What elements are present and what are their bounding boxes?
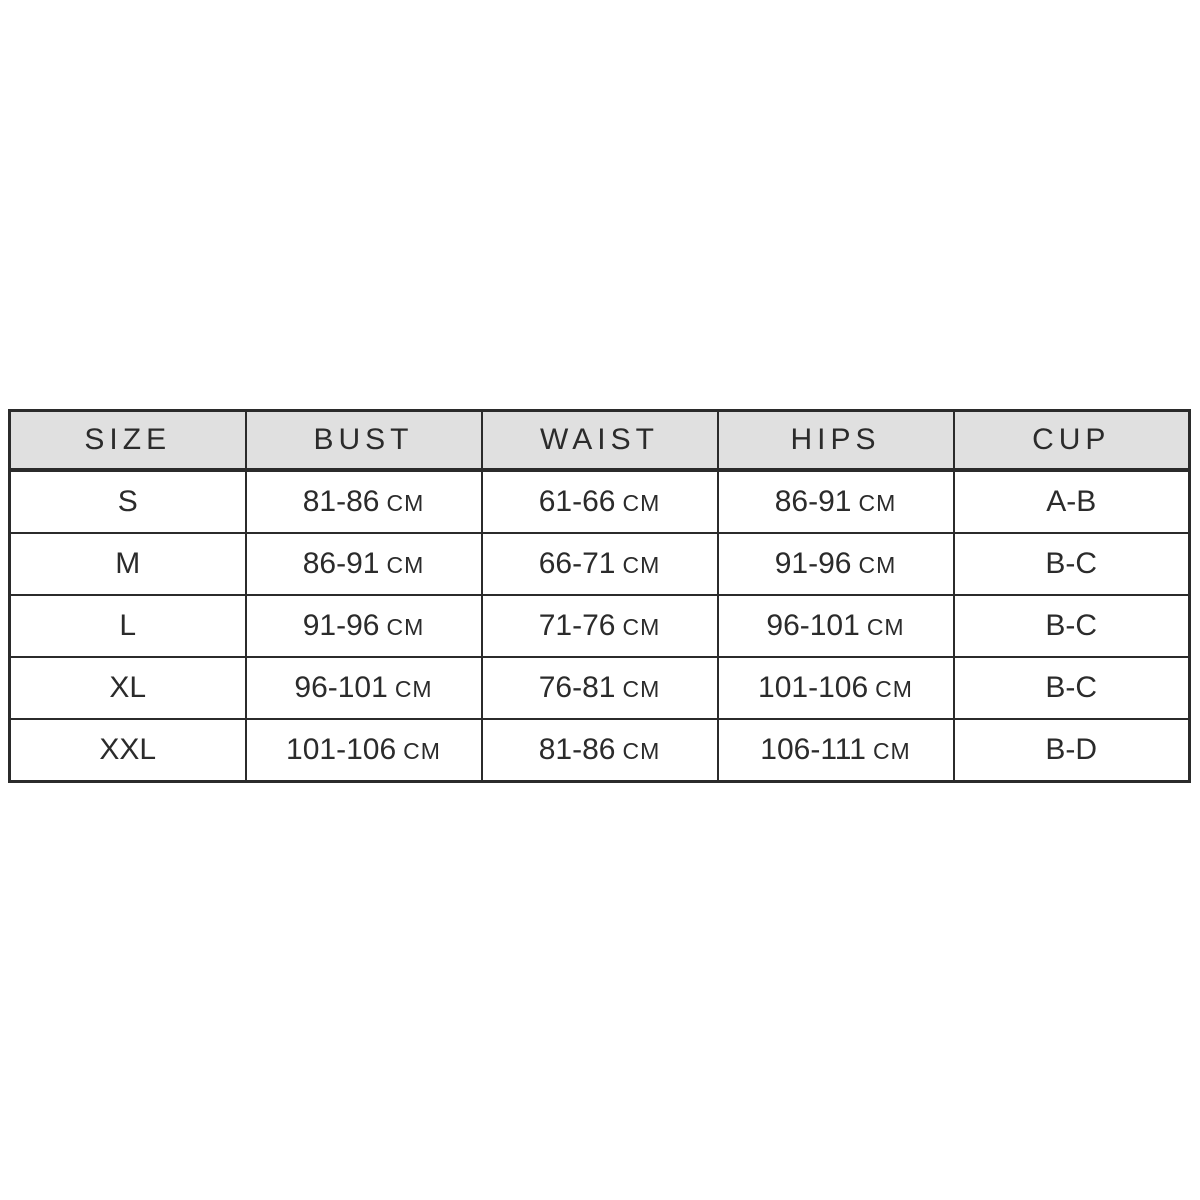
cell-bust (246, 595, 482, 657)
cell-hips (718, 595, 954, 657)
cell-size: S (10, 470, 246, 533)
measurement-value: 106-111 (760, 733, 866, 766)
cell-hips (718, 719, 954, 782)
cell-size: M (10, 533, 246, 595)
measurement-unit: CM (394, 676, 433, 702)
measurement-value: 101-106 (758, 671, 869, 704)
header-cell-hips: HIPS (718, 411, 954, 471)
cell-bust (246, 719, 482, 782)
table-row (10, 595, 1190, 657)
cell-cup: A-B (954, 470, 1190, 533)
cell-waist (482, 657, 718, 719)
cell-bust (246, 657, 482, 719)
measurement-unit: CM (386, 614, 425, 640)
header-cell-bust: BUST (246, 411, 482, 471)
measurement-value: 96-101 (294, 671, 388, 704)
measurement-value: 86-91 (774, 485, 852, 518)
measurement-value: 81-86 (538, 733, 616, 766)
cell-cup: B-C (954, 657, 1190, 719)
measurement-value: 101-106 (286, 733, 397, 766)
cell-bust (246, 533, 482, 595)
cell-hips (718, 533, 954, 595)
measurement-value: 96-101 (766, 609, 860, 642)
measurement-value: 66-71 (538, 547, 616, 580)
table-row (10, 719, 1190, 782)
measurement-value: 91-96 (302, 609, 380, 642)
measurement-unit: CM (858, 490, 897, 516)
table-row (10, 533, 1190, 595)
cell-bust (246, 470, 482, 533)
cell-size: XL (10, 657, 246, 719)
cell-hips (718, 470, 954, 533)
measurement-value: 91-96 (774, 547, 852, 580)
header-cell-size: SIZE (10, 411, 246, 471)
table-row (10, 470, 1190, 533)
measurement-value: 81-86 (302, 485, 380, 518)
measurement-unit: CM (622, 490, 661, 516)
size-chart-table (8, 409, 1191, 783)
cell-size: XXL (10, 719, 246, 782)
measurement-unit: CM (386, 490, 425, 516)
measurement-unit: CM (622, 676, 661, 702)
measurement-unit: CM (872, 738, 911, 764)
cell-waist (482, 470, 718, 533)
cell-cup: B-C (954, 533, 1190, 595)
table-row (10, 657, 1190, 719)
measurement-unit: CM (622, 552, 661, 578)
measurement-unit: CM (403, 738, 441, 764)
measurement-unit: CM (858, 552, 897, 578)
cell-cup: B-D (954, 719, 1190, 782)
measurement-value: 61-66 (538, 485, 616, 518)
measurement-unit: CM (622, 614, 661, 640)
measurement-value: 76-81 (538, 671, 616, 704)
cell-cup: B-C (954, 595, 1190, 657)
measurement-value: 86-91 (302, 547, 380, 580)
cell-waist (482, 533, 718, 595)
measurement-unit: CM (875, 676, 913, 702)
cell-waist (482, 595, 718, 657)
header-cell-cup: CUP (954, 411, 1190, 471)
cell-hips (718, 657, 954, 719)
measurement-unit: CM (866, 614, 905, 640)
measurement-unit: CM (622, 738, 661, 764)
header-cell-waist: WAIST (482, 411, 718, 471)
header-row (10, 411, 1190, 471)
measurement-unit: CM (386, 552, 425, 578)
cell-size: L (10, 595, 246, 657)
cell-waist (482, 719, 718, 782)
measurement-value: 71-76 (538, 609, 616, 642)
